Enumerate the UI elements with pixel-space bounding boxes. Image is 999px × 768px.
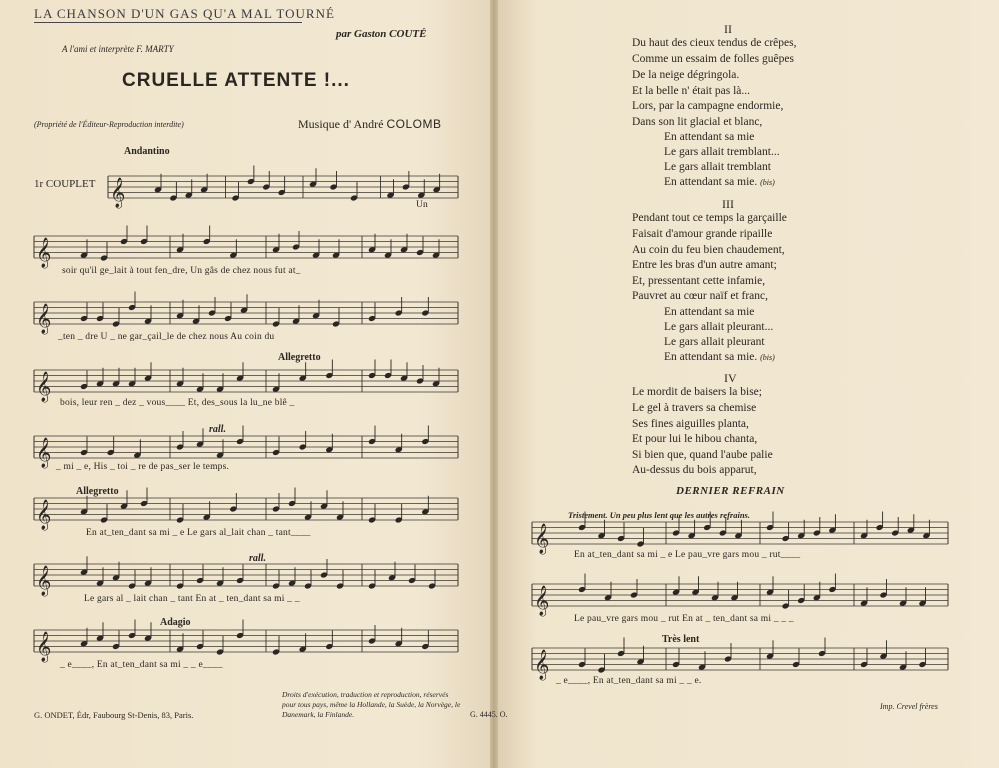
verse-3-line: Faisait d'amour grande ripaille [632, 228, 773, 240]
staff-system-6 [34, 496, 458, 530]
final-refrain-title: DERNIER REFRAIN [676, 485, 785, 497]
staff-lines [532, 646, 948, 680]
tempo-allegretto-2: Allegretto [76, 486, 119, 497]
verse-3-line: Et, pressentant cette infamie, [632, 275, 766, 287]
staff-lines [532, 520, 948, 554]
staff-system-2 [34, 234, 458, 268]
verse-2-line: Lors, par la campagne endormie, [632, 100, 784, 112]
verse-3-line: Pendant tout ce temps la garçaille [632, 212, 787, 224]
tempo-rall-2: rall. [249, 553, 266, 564]
verse-4-line: Si bien que, quand l'aube palie [632, 449, 773, 461]
lyric-line-4: bois, leur ren _ dez _ vous____ Et, des_sous la lu_ne blê _ [60, 398, 295, 408]
verse-number-3: III [722, 197, 734, 211]
final-lyric-3: _ e____, En at_ten_dant sa mi _ _ e. [556, 676, 702, 686]
treble-clef: 𝄞 [36, 632, 52, 662]
verse-3-line: Au coin du feu bien chaudement, [632, 244, 785, 256]
staff-lines [34, 368, 458, 402]
lyric-line-6: En at_ten_dant sa mi _ e Le gars al_lait chan _ tant____ [86, 528, 311, 538]
lyric-line-5: _ mi _ e, His _ toi _ re de pas_ser le temps. [56, 462, 230, 472]
rights-note: (Propriété de l'Éditeur-Reproduction interdite) [34, 120, 184, 129]
couplet-label: 1r COUPLET [34, 178, 96, 190]
verse-4-line: Le gel à travers sa chemise [632, 402, 757, 414]
tempo-rall: rall. [209, 424, 226, 435]
final-lyric-2: Le pau_vre gars mou _ rut En at _ ten_dant sa mi _ _ _ [574, 614, 794, 624]
verse-number-4: IV [724, 371, 737, 385]
treble-clef: 𝄞 [36, 566, 52, 596]
verse-2-line: Le gars allait tremblant [664, 161, 771, 173]
verse-2-last-line: En attendant sa mie. [664, 176, 758, 188]
verse-number-2: II [724, 22, 732, 36]
verse-2-line: Dans son lit glacial et blanc, [632, 116, 763, 128]
tempo-allegretto: Allegretto [278, 352, 321, 363]
final-staff-3 [532, 646, 948, 680]
staff-system-3 [34, 300, 458, 334]
rights-statement: Droits d'exécution, traduction et reproduction, réservés pour tous pays, même la Hollande, la Suède, la Norvège, le Danemark, la Finlande. [282, 690, 461, 719]
treble-clef: 𝄞 [534, 524, 550, 554]
treble-clef: 𝄞 [534, 586, 550, 616]
staff-system-7 [34, 562, 458, 596]
treble-clef: 𝄞 [36, 238, 52, 268]
lyric-line-8: _ e____, En at_ten_dant sa mi _ _ e____ [60, 660, 223, 670]
staff-lines [34, 300, 458, 334]
verse-2-line: Et la belle n' était pas là... [632, 85, 750, 97]
dedication: A l'ami et interprète F. MARTY [62, 44, 174, 54]
printer-credit: Imp. Crevel frères [880, 702, 938, 711]
bis-mark: (bis) [760, 178, 775, 187]
verse-3-line: Le gars allait pleurant... [664, 321, 774, 333]
staff-lines [34, 496, 458, 530]
treble-clef: 𝄞 [534, 650, 550, 680]
song-title: CRUELLE ATTENTE !... [122, 70, 350, 91]
staff-lines [532, 582, 948, 616]
verse-3-line: Pauvret au cœur naïf et franc, [632, 290, 769, 302]
final-staff-1 [532, 520, 948, 554]
staff-lines [34, 234, 458, 268]
staff-lines [34, 628, 458, 662]
verse-4-line: Ses fines aiguilles planta, [632, 418, 749, 430]
composer-name: COLOMB [386, 117, 442, 131]
verse-3-last-line: En attendant sa mie. [664, 351, 758, 363]
staff-lines [34, 562, 458, 596]
composer-prefix: Musique d' André [298, 117, 384, 131]
verse-2-line: Le gars allait tremblant... [664, 146, 780, 158]
lyric-line-1: Un [416, 200, 429, 210]
treble-clef: 𝄞 [36, 304, 52, 334]
final-tempo-note: Tristement. Un peu plus lent que les autres refrains. [568, 510, 750, 520]
bis-mark: (bis) [760, 353, 775, 362]
series-title: LA CHANSON D'UN GAS QU'A MAL TOURNÉ [34, 6, 335, 21]
lyric-line-3: _ten _ dre U _ ne gar_çail_le de chez nous Au coin du [58, 332, 275, 342]
plate-number: G. 4445. O. [470, 710, 508, 719]
treble-clef: 𝄞 [36, 500, 52, 530]
verse-2-line [664, 176, 775, 188]
book-gutter [490, 0, 498, 768]
lyric-line-2: soir qu'il ge_lait à tout fen_dre, Un gâs de chez nous fut at_ [62, 266, 301, 276]
treble-clef: 𝄞 [36, 372, 52, 402]
staff-system-4 [34, 368, 458, 402]
verse-2-line: Comme un essaim de folles guêpes [632, 53, 794, 65]
verse-4-line: Le mordit de baisers la bise; [632, 386, 762, 398]
final-staff-2 [532, 582, 948, 616]
final-lyric-1: En at_ten_dant sa mi _ e Le pau_vre gars mou _ rut____ [574, 550, 801, 560]
treble-clef: 𝄞 [110, 178, 126, 208]
treble-clef: 𝄞 [36, 438, 52, 468]
verse-3-line: Entre les bras d'un autre amant; [632, 259, 777, 271]
staff-system-8 [34, 628, 458, 662]
verse-3-line: Le gars allait pleurant [664, 336, 765, 348]
verse-2-line: En attendant sa mie [664, 131, 755, 143]
verse-2-line: Du haut des cieux tendus de crêpes, [632, 37, 797, 49]
verse-3-line [664, 351, 775, 363]
lyric-line-7: Le gars al _ lait chan _ tant En at _ ten_dant sa mi _ _ [84, 594, 300, 604]
final-tempo-last: Très lent [662, 634, 700, 645]
author-credit: par Gaston COUTÉ [336, 28, 427, 40]
tempo-andantino: Andantino [124, 146, 170, 157]
publisher-imprint: G. ONDET, Édr, Faubourg St-Denis, 83, Paris. [34, 710, 194, 720]
series-underline [34, 22, 302, 23]
verse-4-line: Et pour lui le hibou chanta, [632, 433, 758, 445]
verse-2-line: De la neige dégringola. [632, 69, 740, 81]
verse-3-line: En attendant sa mie [664, 306, 755, 318]
verse-4-line: Au-dessus du bois apparut, [632, 464, 757, 476]
composer-credit [298, 117, 442, 132]
tempo-adagio: Adagio [160, 617, 191, 628]
